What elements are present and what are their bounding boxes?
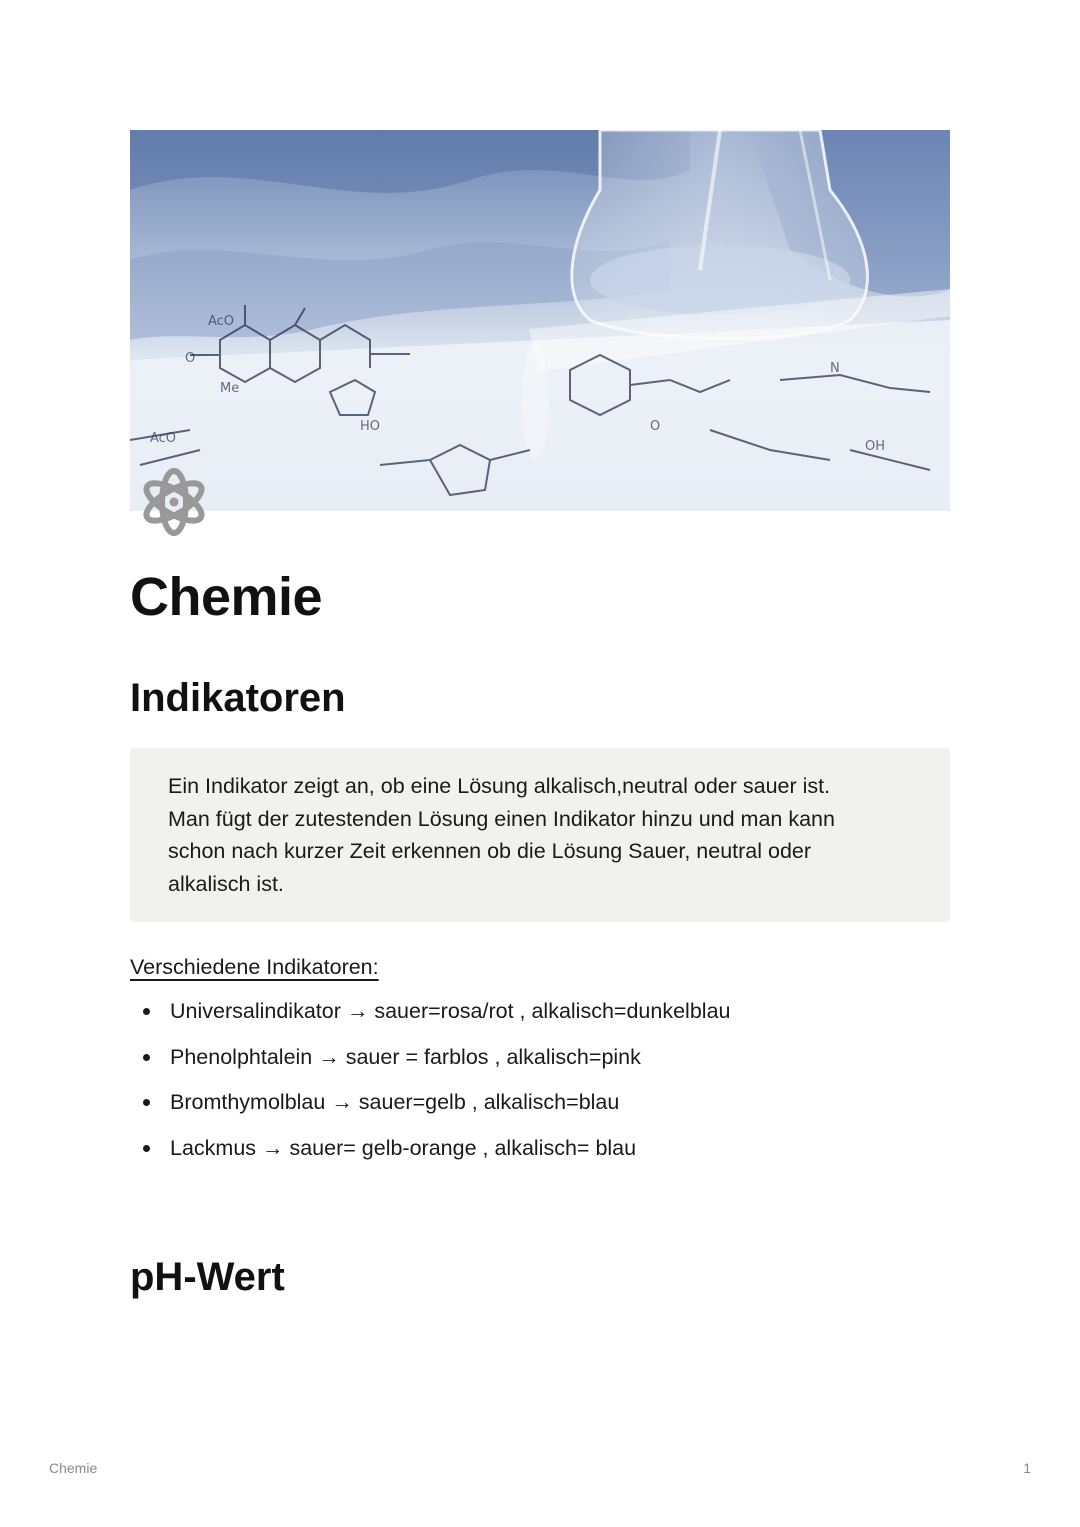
svg-text:Me: Me xyxy=(220,381,240,396)
svg-text:AcO: AcO xyxy=(150,431,177,446)
callout-line: Man fügt der zutestenden Lösung einen Indikator hinzu und man kann xyxy=(168,806,835,831)
subheading-indikatoren-list: Verschiedene Indikatoren: xyxy=(130,955,379,979)
list-item-text: Bromthymolblau → sauer=gelb , alkalisch=blau xyxy=(170,1090,620,1114)
callout-line: schon nach kurzer Zeit erkennen ob die Lösung Sauer, neutral oder xyxy=(168,839,812,864)
svg-text:AcO: AcO xyxy=(208,314,235,329)
bullet-icon xyxy=(143,1099,150,1106)
list-item xyxy=(130,1133,730,1179)
callout-text xyxy=(168,770,912,900)
svg-text:HO: HO xyxy=(360,419,381,434)
list-item xyxy=(130,996,730,1042)
list-item xyxy=(130,1042,730,1088)
bullet-icon xyxy=(143,1008,150,1015)
footer-document-name: Chemie xyxy=(49,1460,98,1476)
heading-indikatoren: Indikatoren xyxy=(130,676,346,720)
bullet-icon xyxy=(143,1145,150,1152)
callout-line: alkalisch ist. xyxy=(168,871,284,896)
svg-text:O: O xyxy=(650,419,661,434)
atom-icon xyxy=(140,466,208,538)
bullet-icon xyxy=(143,1054,150,1061)
callout-block xyxy=(130,748,950,922)
svg-text:OH: OH xyxy=(865,439,886,454)
indicator-list xyxy=(130,996,730,1178)
list-item-text: Lackmus → sauer= gelb-orange , alkalisch= blau xyxy=(170,1135,637,1160)
callout-line: Ein Indikator zeigt an, ob eine Lösung alkalisch,neutral oder sauer ist. xyxy=(168,774,831,798)
list-item-text: Universalindikator → sauer=rosa/rot , alkalisch=dunkelblau xyxy=(170,999,731,1023)
svg-text:N: N xyxy=(830,361,840,376)
list-item-text: Phenolphtalein → sauer = farblos , alkalisch=pink xyxy=(170,1044,641,1069)
page-title: Chemie xyxy=(130,567,323,627)
cover-image xyxy=(130,130,950,511)
list-item xyxy=(130,1087,730,1133)
heading-ph-wert: pH-Wert xyxy=(130,1255,285,1299)
svg-text:O: O xyxy=(185,351,196,366)
footer-page-number: 1 xyxy=(1023,1460,1031,1476)
